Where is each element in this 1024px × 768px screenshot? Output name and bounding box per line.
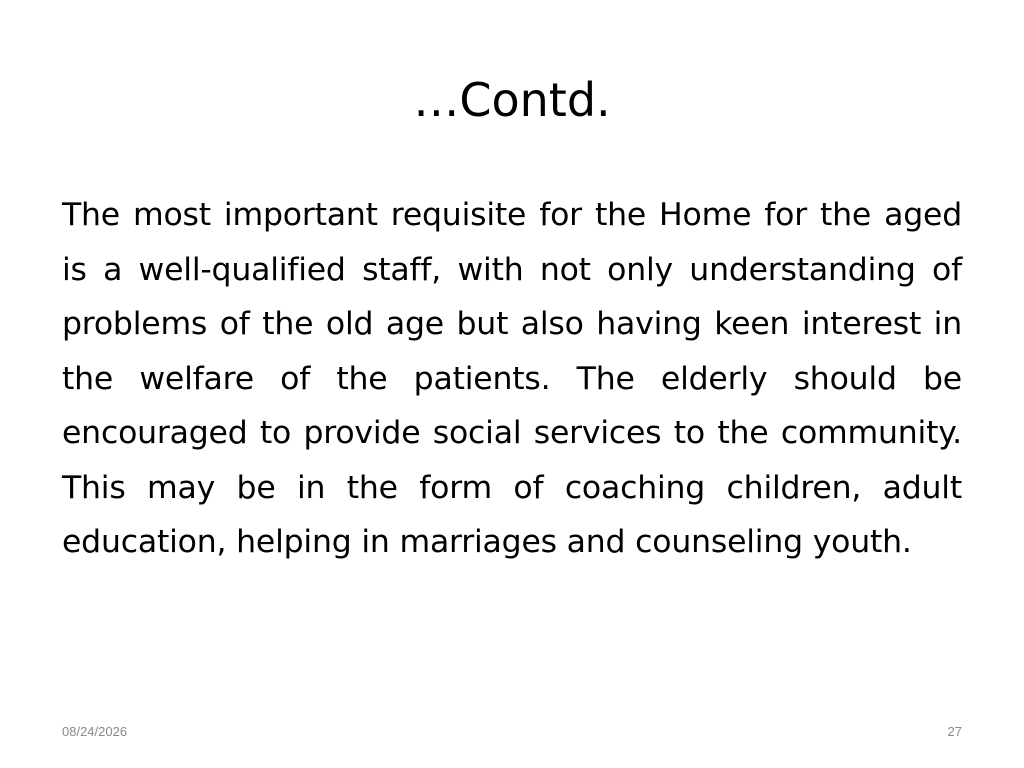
- footer-page-number: 27: [947, 724, 962, 739]
- slide-body-text: The most important requisite for the Home for the aged is a well-qualified staff, with not only understanding of problems of the old age but also having keen interest in the welfare of the patients. The elderly should be encouraged to provide social services to the community. This may be in the form of coaching children, adult education, helping in marriages and counseling youth.: [62, 197, 962, 560]
- footer-date: 08/24/2026: [62, 724, 128, 739]
- slide-title: …Contd.: [413, 73, 611, 127]
